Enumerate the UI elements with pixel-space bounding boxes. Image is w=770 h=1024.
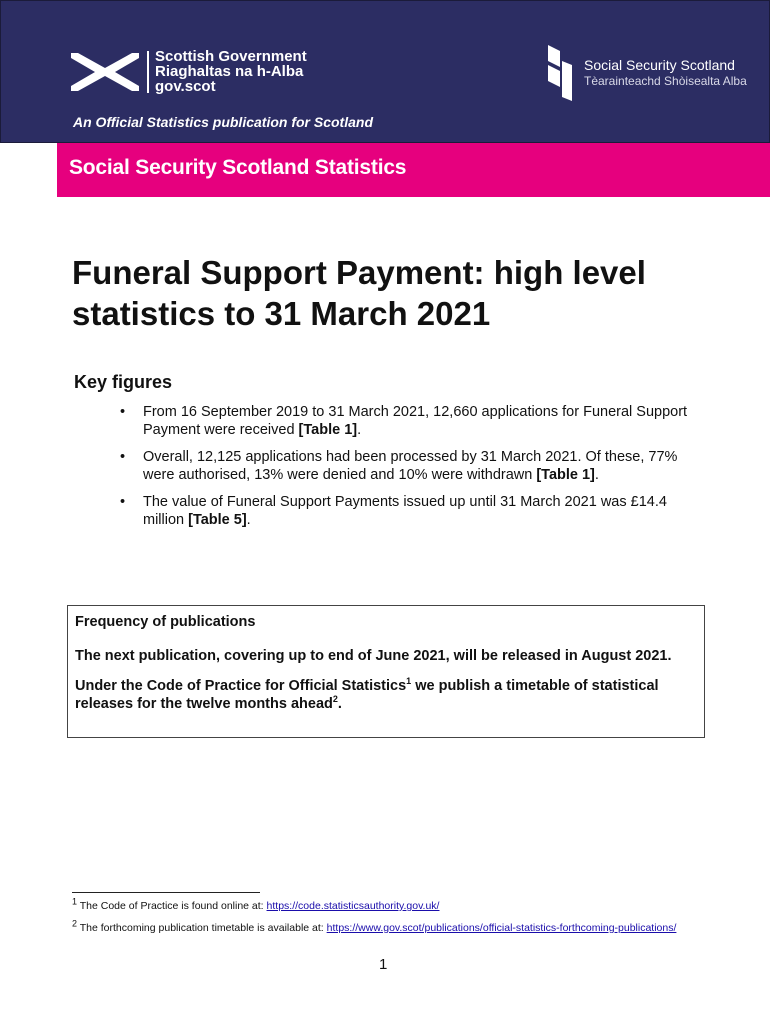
official-statistics-statement: An Official Statistics publication for Scotland bbox=[73, 114, 374, 130]
sss-name: Social Security Scotland bbox=[584, 57, 735, 73]
sg-gaelic-name: Riaghaltas na h-Alba bbox=[155, 63, 304, 80]
table-reference: [Table 1] bbox=[298, 422, 358, 438]
key-figure-end: . bbox=[594, 467, 599, 483]
key-figure-end: . bbox=[246, 512, 251, 528]
code-text-part: we publish a timetable of statistical releases for the twelve months ahead bbox=[75, 678, 659, 712]
social-security-scotland-logo[interactable] bbox=[544, 43, 747, 103]
key-figure-item bbox=[118, 403, 688, 439]
footnote-text: The forthcoming publication timetable is available at: bbox=[77, 922, 327, 934]
key-figure-item bbox=[118, 448, 688, 484]
footnote-link[interactable]: https://code.statisticsauthority.gov.uk/ bbox=[266, 900, 440, 912]
code-text-part: Under the Code of Practice for Official Statistics bbox=[75, 678, 407, 694]
logo-divider bbox=[147, 51, 149, 93]
footnote-2 bbox=[72, 918, 692, 935]
footnote-marker[interactable]: 2 bbox=[332, 694, 338, 705]
footnote-text: The Code of Practice is found online at: bbox=[77, 900, 267, 912]
sss-gaelic-name: Tèarainteachd Shòisealta Alba bbox=[584, 74, 747, 88]
key-figure-end: . bbox=[357, 422, 362, 438]
sg-name: Scottish Government bbox=[155, 48, 307, 65]
code-of-practice-text bbox=[75, 677, 697, 713]
sss-logo-text bbox=[584, 57, 747, 89]
sss-emblem-icon bbox=[544, 43, 574, 103]
table-reference: [Table 5] bbox=[188, 512, 247, 528]
footnote-rule bbox=[72, 892, 260, 893]
sg-domain: gov.scot bbox=[155, 78, 216, 95]
footnote-number: 2 bbox=[72, 918, 78, 929]
footnote-link[interactable]: https://www.gov.scot/publications/official-statistics-forthcoming-publications/ bbox=[326, 922, 677, 934]
footnote-1 bbox=[72, 896, 440, 913]
key-figure-text: From 16 September 2019 to 31 March 2021, 12,660 applications for Funeral Support Payment were received bbox=[143, 404, 688, 438]
saltire-flag-icon bbox=[71, 53, 139, 91]
frequency-title: Frequency of publications bbox=[75, 614, 256, 630]
next-publication-text: The next publication, covering up to end of June 2021, will be released in August 2021. bbox=[75, 648, 672, 664]
code-text-part: . bbox=[337, 696, 342, 712]
key-figures-heading: Key figures bbox=[74, 372, 173, 392]
key-figure-text: The value of Funeral Support Payments issued up until 31 March 2021 was £14.4 million bbox=[143, 494, 667, 528]
scottish-government-logo[interactable] bbox=[71, 49, 307, 94]
page-title: Funeral Support Payment: high level statistics to 31 March 2021 bbox=[72, 254, 646, 332]
table-reference: [Table 1] bbox=[536, 467, 595, 483]
header-banner bbox=[0, 0, 770, 143]
frequency-box bbox=[67, 605, 705, 738]
footnote-marker[interactable]: 1 bbox=[406, 676, 412, 687]
key-figure-item bbox=[118, 493, 688, 529]
series-title: Social Security Scotland Statistics bbox=[69, 156, 407, 179]
key-figures-list bbox=[118, 403, 688, 538]
sg-logo-text bbox=[155, 49, 307, 94]
page-number: 1 bbox=[379, 956, 388, 973]
key-figure-text: Overall, 12,125 applications had been processed by 31 March 2021. Of these, 77% were authorised, 13% were denied and 10% were withdrawn bbox=[143, 449, 678, 483]
footnote-number: 1 bbox=[72, 896, 78, 907]
